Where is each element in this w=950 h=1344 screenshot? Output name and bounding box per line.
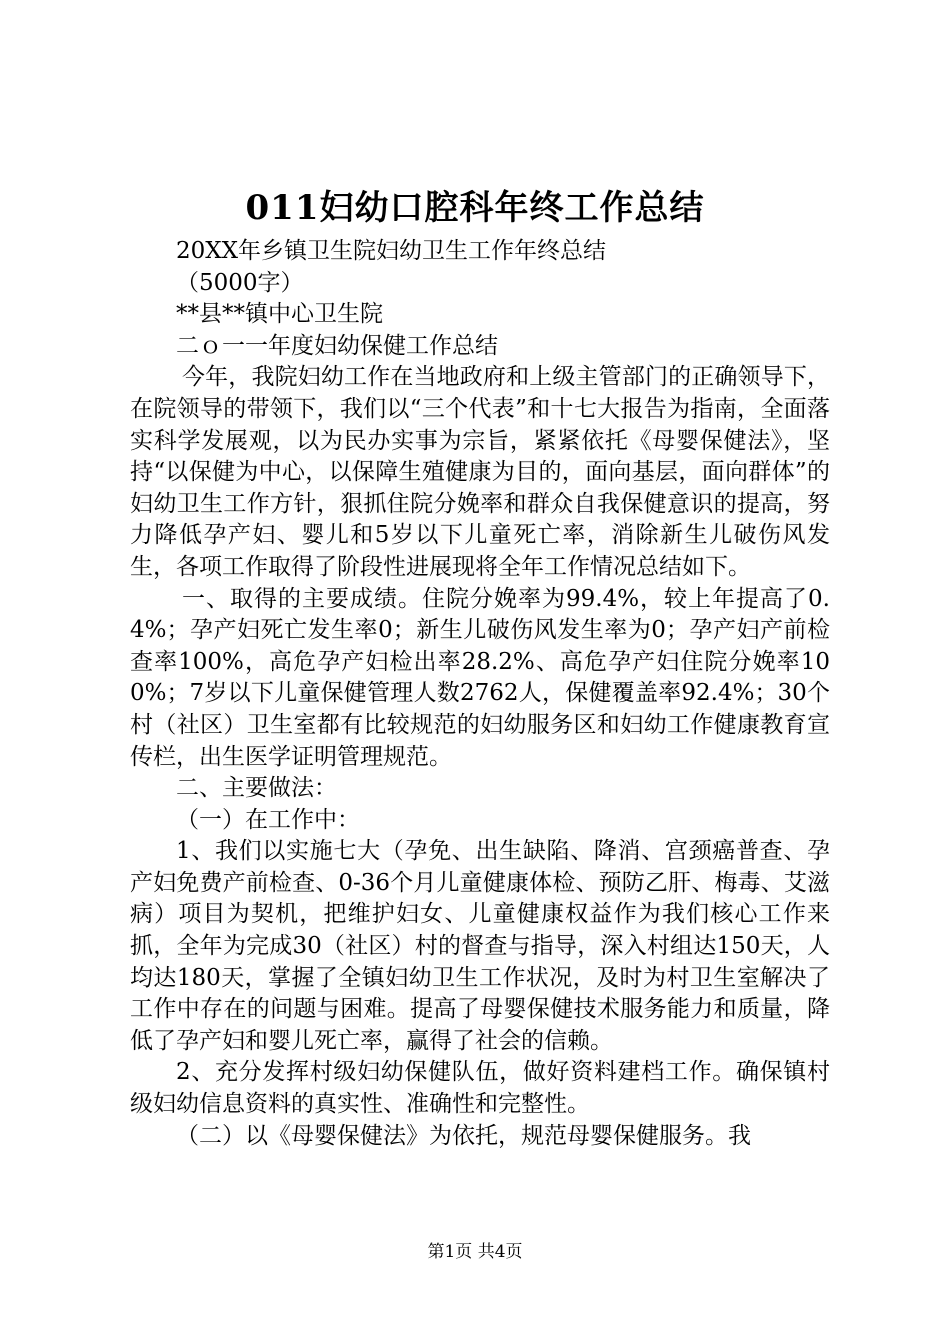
item-1-paragraph: 1、我们以实施七大（孕免、出生缺陷、降消、宫颈癌普查、孕产妇免费产前检查、0-36个月儿童健康体检、预防乙肝、梅毒、艾滋病）项目为契机，把维护妇女、儿童健康权益作为我们核心工作来抓，全年为完成30（社区）村的督查与指导，深入村组达150天，人均达180天，掌握了全镇妇幼卫生工作状况，及时为村卫生室解决了工作中存在的问题与困难。提高了母婴保健技术服务能力和质量，降低了孕产妇和婴儿死亡率，赢得了社会的信赖。 xyxy=(130,838,830,1054)
document-body xyxy=(130,236,830,1152)
intro-paragraph: 今年，我院妇幼工作在当地政府和上级主管部门的正确领导下，在院领导的带领下，我们以“三个代表”和十七大报告为指南，全面落实科学发展观，以为民办实事为宗旨，紧紧依托《母婴保健法》，坚持“以保健为中心，以保障生殖健康为目的，面向基层，面向群体”的妇幼卫生工作方针，狠抓住院分娩率和群众自我保健意识的提高，努力降低孕产妇、婴儿和5岁以下儿童死亡率，消除新生儿破伤风发生，各项工作取得了阶段性进展现将全年工作情况总结如下。 xyxy=(130,364,830,580)
document-title: 011妇幼口腔科年终工作总结 xyxy=(245,188,705,228)
subsection-heading-2: （二）以《母婴保健法》为依托，规范母婴保健服务。我 xyxy=(176,1122,751,1149)
item-2-paragraph: 2、充分发挥村级妇幼保健队伍，做好资料建档工作。确保镇村级妇幼信息资料的真实性、准确性和完整性。 xyxy=(130,1059,830,1118)
organization-line: **县**镇中心卫生院 xyxy=(176,301,383,328)
report-heading-line: 二ｏ一一年度妇幼保健工作总结 xyxy=(176,332,498,359)
methods-heading: 二、主要做法： xyxy=(176,775,337,802)
subsection-heading-1: （一）在工作中： xyxy=(176,806,360,833)
achievements-paragraph: 一、取得的主要成绩。住院分娩率为99.4%，较上年提高了0.4%；孕产妇死亡发生率0；新生儿破伤风发生率为0；孕产妇产前检查率100%，高危孕产妇检出率28.2%、高危孕产妇住院分娩率100%；7岁以下儿童保健管理人数2762人，保健覆盖率92.4%；30个村（社区）卫生室都有比较规范的妇幼服务区和妇幼工作健康教育宣传栏，出生医学证明管理规范。 xyxy=(130,585,830,770)
page-footer: 第1页 共4页 xyxy=(427,1242,523,1262)
subtitle-line: 20XX年乡镇卫生院妇幼卫生工作年终总结 xyxy=(176,238,607,264)
word-count-line: （5000字） xyxy=(176,269,304,296)
